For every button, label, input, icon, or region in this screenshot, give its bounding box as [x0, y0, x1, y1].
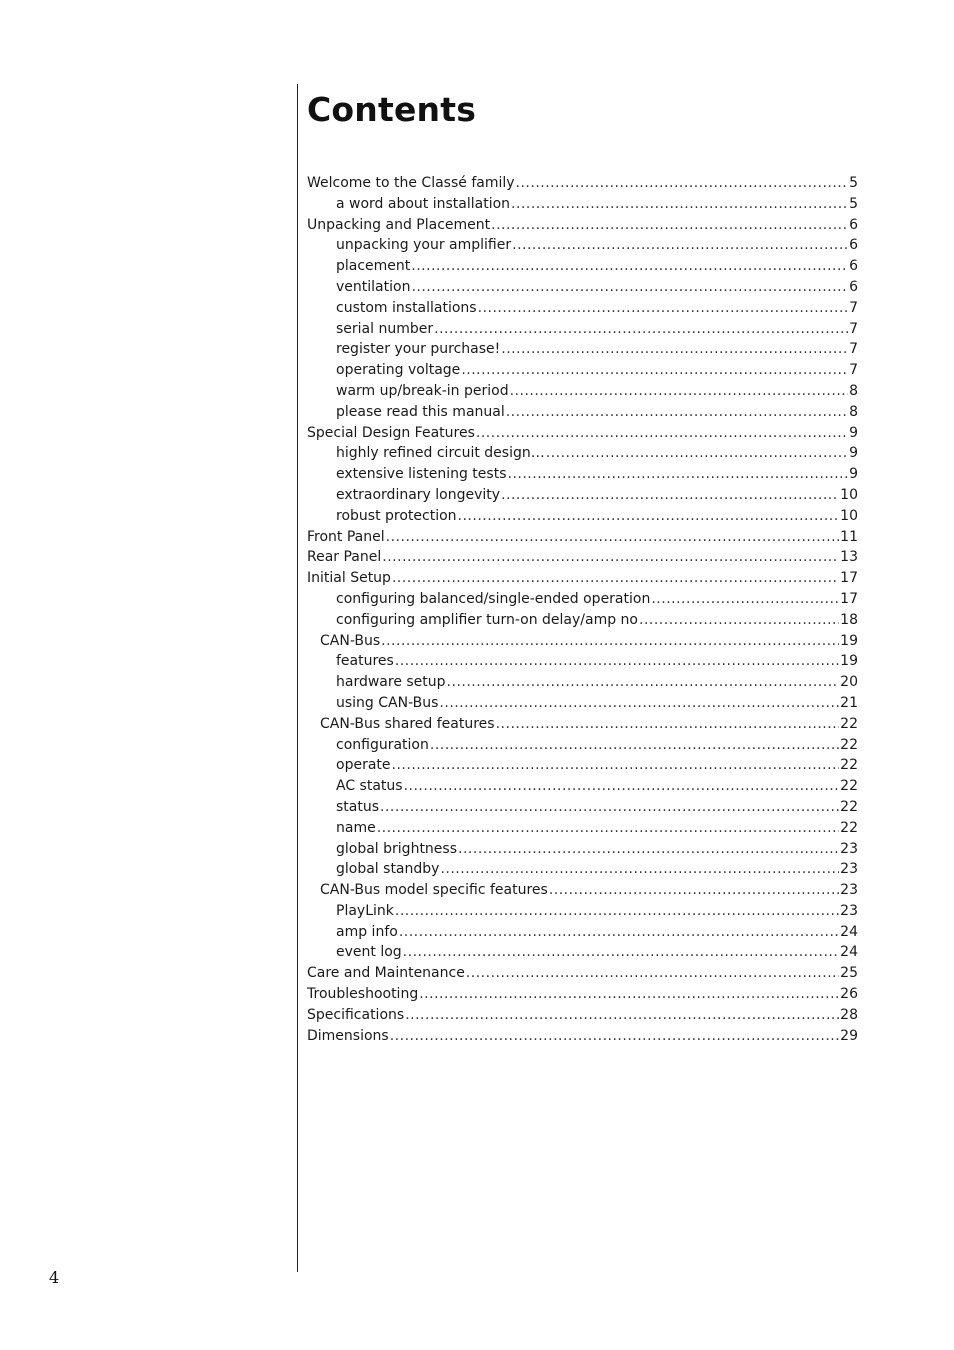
table-of-contents — [307, 173, 858, 1046]
toc-entry[interactable] — [307, 901, 858, 922]
dot-leader — [651, 589, 839, 610]
dot-leader — [386, 527, 840, 548]
dot-leader — [395, 651, 839, 672]
dot-leader — [549, 880, 839, 901]
toc-entry-label: robust protection — [336, 507, 457, 524]
toc-entry-label: hardware setup — [336, 674, 446, 691]
dot-leader — [461, 360, 848, 381]
toc-entry-label: Special Design Features — [307, 424, 475, 441]
toc-entry-label: operating voltage — [336, 362, 461, 379]
toc-entry[interactable] — [307, 818, 858, 839]
toc-entry-label: amp info — [336, 923, 398, 940]
dot-leader — [458, 506, 840, 527]
dot-leader — [411, 277, 848, 298]
dot-leader — [404, 776, 840, 797]
toc-entry-label: extensive listening tests — [336, 466, 507, 483]
dot-leader — [546, 443, 848, 464]
dot-leader — [380, 797, 839, 818]
dot-leader — [403, 942, 840, 963]
toc-entry-label: operate — [336, 757, 391, 774]
toc-entry-page: 10 — [840, 486, 858, 503]
toc-entry[interactable] — [307, 423, 858, 444]
toc-entry-label: warm up/break-in period — [336, 382, 509, 399]
toc-entry-page: 6 — [849, 216, 858, 233]
toc-entry[interactable] — [307, 714, 858, 735]
toc-entry-label: AC status — [336, 778, 403, 795]
toc-entry-label: CAN-Bus — [320, 632, 381, 649]
dot-leader — [508, 464, 849, 485]
toc-entry-label: configuring balanced/single-ended operation — [336, 590, 651, 607]
toc-entry-page: 8 — [849, 403, 858, 420]
toc-entry[interactable] — [307, 402, 858, 423]
toc-entry[interactable] — [307, 506, 858, 527]
toc-entry-page: 6 — [849, 237, 858, 254]
toc-entry-page: 23 — [840, 882, 858, 899]
toc-entry-page: 17 — [840, 570, 858, 587]
toc-entry-label: register your purchase! — [336, 341, 501, 358]
dot-leader — [491, 215, 848, 236]
toc-entry[interactable] — [307, 797, 858, 818]
toc-entry-page: 28 — [840, 1006, 858, 1023]
toc-entry-page: 22 — [840, 798, 858, 815]
toc-entry[interactable] — [307, 277, 858, 298]
toc-entry[interactable] — [307, 298, 858, 319]
dot-leader — [430, 735, 839, 756]
toc-entry[interactable] — [307, 963, 858, 984]
toc-entry-page: 5 — [849, 175, 858, 191]
dot-leader — [501, 339, 848, 360]
toc-entry-label: extraordinary longevity — [336, 486, 501, 503]
toc-entry[interactable] — [307, 215, 858, 236]
toc-entry-page: 23 — [840, 861, 858, 878]
toc-entry-page: 24 — [840, 923, 858, 940]
toc-entry-page: 20 — [840, 674, 858, 691]
toc-entry[interactable] — [307, 859, 858, 880]
toc-entry-label: Welcome to the Classé family — [307, 175, 515, 191]
toc-entry-page: 21 — [840, 694, 858, 711]
dot-leader — [496, 714, 840, 735]
toc-entry-page: 6 — [849, 278, 858, 295]
dot-leader — [512, 235, 848, 256]
toc-entry-page: 11 — [840, 528, 858, 545]
toc-entry[interactable] — [307, 839, 858, 860]
toc-entry-label: configuring amplifier turn-on delay/amp no — [336, 611, 638, 628]
toc-entry-page: 9 — [849, 445, 858, 462]
dot-leader — [447, 672, 840, 693]
toc-entry-label: Initial Setup — [307, 570, 391, 587]
toc-entry[interactable] — [307, 755, 858, 776]
dot-leader — [506, 402, 848, 423]
toc-entry-label: custom installations — [336, 299, 477, 316]
toc-entry[interactable] — [307, 443, 858, 464]
toc-entry-page: 18 — [840, 611, 858, 628]
toc-entry-page: 7 — [849, 341, 858, 358]
toc-entry-label: placement — [336, 258, 411, 275]
toc-entry-label: highly refined circuit design… — [336, 445, 545, 462]
toc-entry[interactable] — [307, 568, 858, 589]
toc-entry-label: name — [336, 819, 376, 836]
toc-entry[interactable] — [307, 464, 858, 485]
dot-leader — [411, 256, 848, 277]
toc-entry-page: 26 — [840, 986, 858, 1003]
toc-entry[interactable] — [307, 589, 858, 610]
toc-entry[interactable] — [307, 319, 858, 340]
toc-entry-page: 29 — [840, 1027, 858, 1044]
dot-leader — [419, 984, 839, 1005]
toc-entry-label: Rear Panel — [307, 549, 382, 566]
toc-entry-label: status — [336, 798, 380, 815]
toc-entry[interactable] — [307, 776, 858, 797]
dot-leader — [381, 631, 839, 652]
dot-leader — [399, 922, 839, 943]
toc-entry-label: CAN-Bus shared features — [320, 715, 495, 732]
dot-leader — [405, 1005, 839, 1026]
toc-entry[interactable] — [307, 1005, 858, 1026]
dot-leader — [390, 1026, 839, 1047]
toc-entry-label: event log — [336, 944, 402, 961]
dot-leader — [392, 755, 840, 776]
toc-entry[interactable] — [307, 235, 858, 256]
toc-entry-label: please read this manual — [336, 403, 505, 420]
dot-leader — [434, 319, 848, 340]
page-number: 4 — [49, 1268, 60, 1287]
toc-entry[interactable] — [307, 527, 858, 548]
dot-leader — [458, 839, 839, 860]
dot-leader — [439, 693, 839, 714]
toc-entry[interactable] — [307, 610, 858, 631]
toc-entry[interactable] — [307, 735, 858, 756]
toc-entry[interactable] — [307, 1026, 858, 1047]
toc-entry[interactable] — [307, 194, 858, 215]
toc-entry-page: 7 — [849, 362, 858, 379]
toc-entry-page: 24 — [840, 944, 858, 961]
toc-entry-label: unpacking your amplifier — [336, 237, 512, 254]
dot-leader — [501, 485, 839, 506]
page-title: Contents — [307, 90, 477, 129]
toc-entry-page: 19 — [840, 632, 858, 649]
dot-leader — [516, 173, 849, 194]
toc-entry-page: 9 — [849, 424, 858, 441]
toc-entry-page: 19 — [840, 653, 858, 670]
toc-entry[interactable] — [307, 547, 858, 568]
dot-leader — [382, 547, 839, 568]
toc-entry-label: global standby — [336, 861, 440, 878]
toc-entry-page: 23 — [840, 902, 858, 919]
toc-entry-label: global brightness — [336, 840, 458, 857]
dot-leader — [466, 963, 839, 984]
toc-entry[interactable] — [307, 693, 858, 714]
toc-entry[interactable] — [307, 942, 858, 963]
toc-entry-label: PlayLink — [336, 902, 394, 919]
toc-entry[interactable] — [307, 651, 858, 672]
dot-leader — [510, 381, 848, 402]
toc-entry-page: 22 — [840, 757, 858, 774]
dot-leader — [476, 423, 848, 444]
vertical-rule — [297, 84, 298, 1272]
toc-entry[interactable] — [307, 173, 858, 194]
toc-entry-label: Front Panel — [307, 528, 385, 545]
toc-entry[interactable] — [307, 922, 858, 943]
dot-leader — [511, 194, 848, 215]
toc-entry-page: 22 — [840, 736, 858, 753]
toc-entry-page: 7 — [849, 320, 858, 337]
toc-entry-label: ventilation — [336, 278, 411, 295]
toc-entry-label: using CAN-Bus — [336, 694, 439, 711]
toc-entry[interactable] — [307, 360, 858, 381]
dot-leader — [478, 298, 848, 319]
toc-entry-page: 25 — [840, 965, 858, 982]
toc-entry-page: 7 — [849, 299, 858, 316]
toc-entry[interactable] — [307, 339, 858, 360]
toc-entry-label: features — [336, 653, 394, 670]
toc-entry-page: 22 — [840, 819, 858, 836]
dot-leader — [392, 568, 839, 589]
toc-entry-label: CAN-Bus model specific features — [320, 882, 548, 899]
toc-entry[interactable] — [307, 256, 858, 277]
toc-entry-page: 17 — [840, 590, 858, 607]
dot-leader — [440, 859, 839, 880]
toc-entry-label: Care and Maintenance — [307, 965, 465, 982]
toc-entry-label: Troubleshooting — [307, 986, 419, 1003]
dot-leader — [639, 610, 839, 631]
toc-entry-label: serial number — [336, 320, 434, 337]
toc-entry-page: 13 — [840, 549, 858, 566]
dot-leader — [395, 901, 839, 922]
toc-entry-label: Dimensions — [307, 1027, 389, 1044]
toc-entry[interactable] — [307, 381, 858, 402]
toc-entry-label: Unpacking and Placement — [307, 216, 491, 233]
toc-entry-label: configuration — [336, 736, 429, 753]
toc-entry[interactable] — [307, 880, 858, 901]
toc-entry[interactable] — [307, 631, 858, 652]
toc-entry-page: 22 — [840, 715, 858, 732]
toc-entry-page: 22 — [840, 778, 858, 795]
toc-entry-label: Specifications — [307, 1006, 405, 1023]
toc-entry[interactable] — [307, 485, 858, 506]
toc-entry-page: 8 — [849, 382, 858, 399]
toc-entry[interactable] — [307, 984, 858, 1005]
dot-leader — [377, 818, 839, 839]
toc-entry[interactable] — [307, 672, 858, 693]
toc-entry-label: a word about installation — [336, 195, 511, 212]
toc-entry-page: 23 — [840, 840, 858, 857]
toc-entry-page: 9 — [849, 466, 858, 483]
toc-entry-page: 10 — [840, 507, 858, 524]
toc-entry-page: 5 — [849, 195, 858, 212]
toc-entry-page: 6 — [849, 258, 858, 275]
